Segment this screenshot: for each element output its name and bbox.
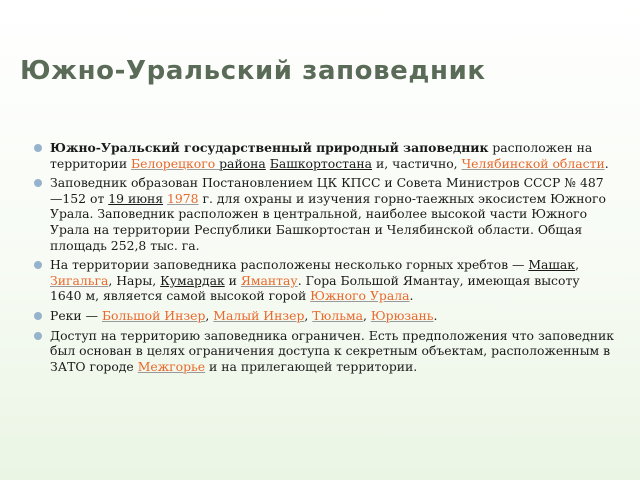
text: . xyxy=(433,307,438,323)
list-item-access xyxy=(34,328,614,375)
link-rayon[interactable]: района xyxy=(219,155,266,171)
text: , xyxy=(205,307,214,323)
link-zigalga[interactable]: Зигальга xyxy=(50,272,109,288)
list-item-location xyxy=(34,140,614,171)
link-south-urals[interactable]: Южного Урала xyxy=(310,288,410,304)
link-bashkortostan[interactable]: Башкортостана xyxy=(269,155,373,171)
text: , xyxy=(304,307,313,323)
text: г. для охраны и изучения горно-таежных экосистем Южного Урала. Заповедник расположен в центральной, наиболее высокой части Южного Урала на территории Республики Башкортостан и Челябинской области. Общая площадь 252,8 тыс. га. xyxy=(50,190,606,253)
text: и xyxy=(224,272,241,288)
link-chelyabinsk-oblast[interactable]: Челябинской области xyxy=(461,155,605,171)
bullet-icon xyxy=(34,144,42,152)
bullet-icon xyxy=(34,312,42,320)
link-yamantau[interactable]: Ямантау xyxy=(240,272,298,288)
text: , Нары, xyxy=(108,272,161,288)
link-kumardak[interactable]: Кумардак xyxy=(160,272,225,288)
link-mashak[interactable]: Машак xyxy=(528,257,576,273)
link-bolshoy-inzer[interactable]: Большой Инзер xyxy=(101,307,206,323)
link-maly-inzer[interactable]: Малый Инзер xyxy=(213,307,305,323)
link-19-june[interactable]: 19 июня xyxy=(108,190,164,206)
list-item-ridges xyxy=(34,257,614,304)
text: . xyxy=(409,288,414,304)
text: . Гора Большой Ямантау, имеющая высоту 1640 м, является самой высокой горой xyxy=(50,272,580,304)
text: Доступ на территорию заповедника ограничен. Есть предположения что заповедник был основан в целях ограничения доступа к секретным объектам, расположенным в ЗАТО городе xyxy=(50,327,615,374)
link-mezhgorye[interactable]: Межгорье xyxy=(137,358,206,374)
link-yuryuzan[interactable]: Юрюзань xyxy=(370,307,434,323)
text: и на прилегающей территории. xyxy=(205,358,418,374)
text: , xyxy=(362,307,371,323)
slide-title: Южно-Уральский заповедник xyxy=(20,56,486,86)
bullet-icon xyxy=(34,332,42,340)
bullet-icon xyxy=(34,261,42,269)
link-1978[interactable]: 1978 xyxy=(167,190,199,206)
list-item-rivers xyxy=(34,308,614,324)
link-tyulma[interactable]: Тюльма xyxy=(312,307,363,323)
bullet-icon xyxy=(34,179,42,187)
text: , xyxy=(575,257,580,273)
text: На территории заповедника расположены несколько горных хребтов — xyxy=(50,257,529,273)
text: и, частично, xyxy=(372,155,462,171)
text: Реки — xyxy=(50,307,102,323)
text: расположен на территории xyxy=(50,140,593,171)
text: . xyxy=(604,155,609,171)
list-item-founding xyxy=(34,175,614,253)
content-list xyxy=(34,140,614,378)
link-beloretsky[interactable]: Белорецкого xyxy=(131,155,220,171)
text: Заповедник образован Постановлением ЦК КПСС и Совета Министров СССР № 487—152 от xyxy=(50,175,604,206)
reserve-full-name: Южно-Уральский государственный природный заповедник xyxy=(50,140,489,155)
